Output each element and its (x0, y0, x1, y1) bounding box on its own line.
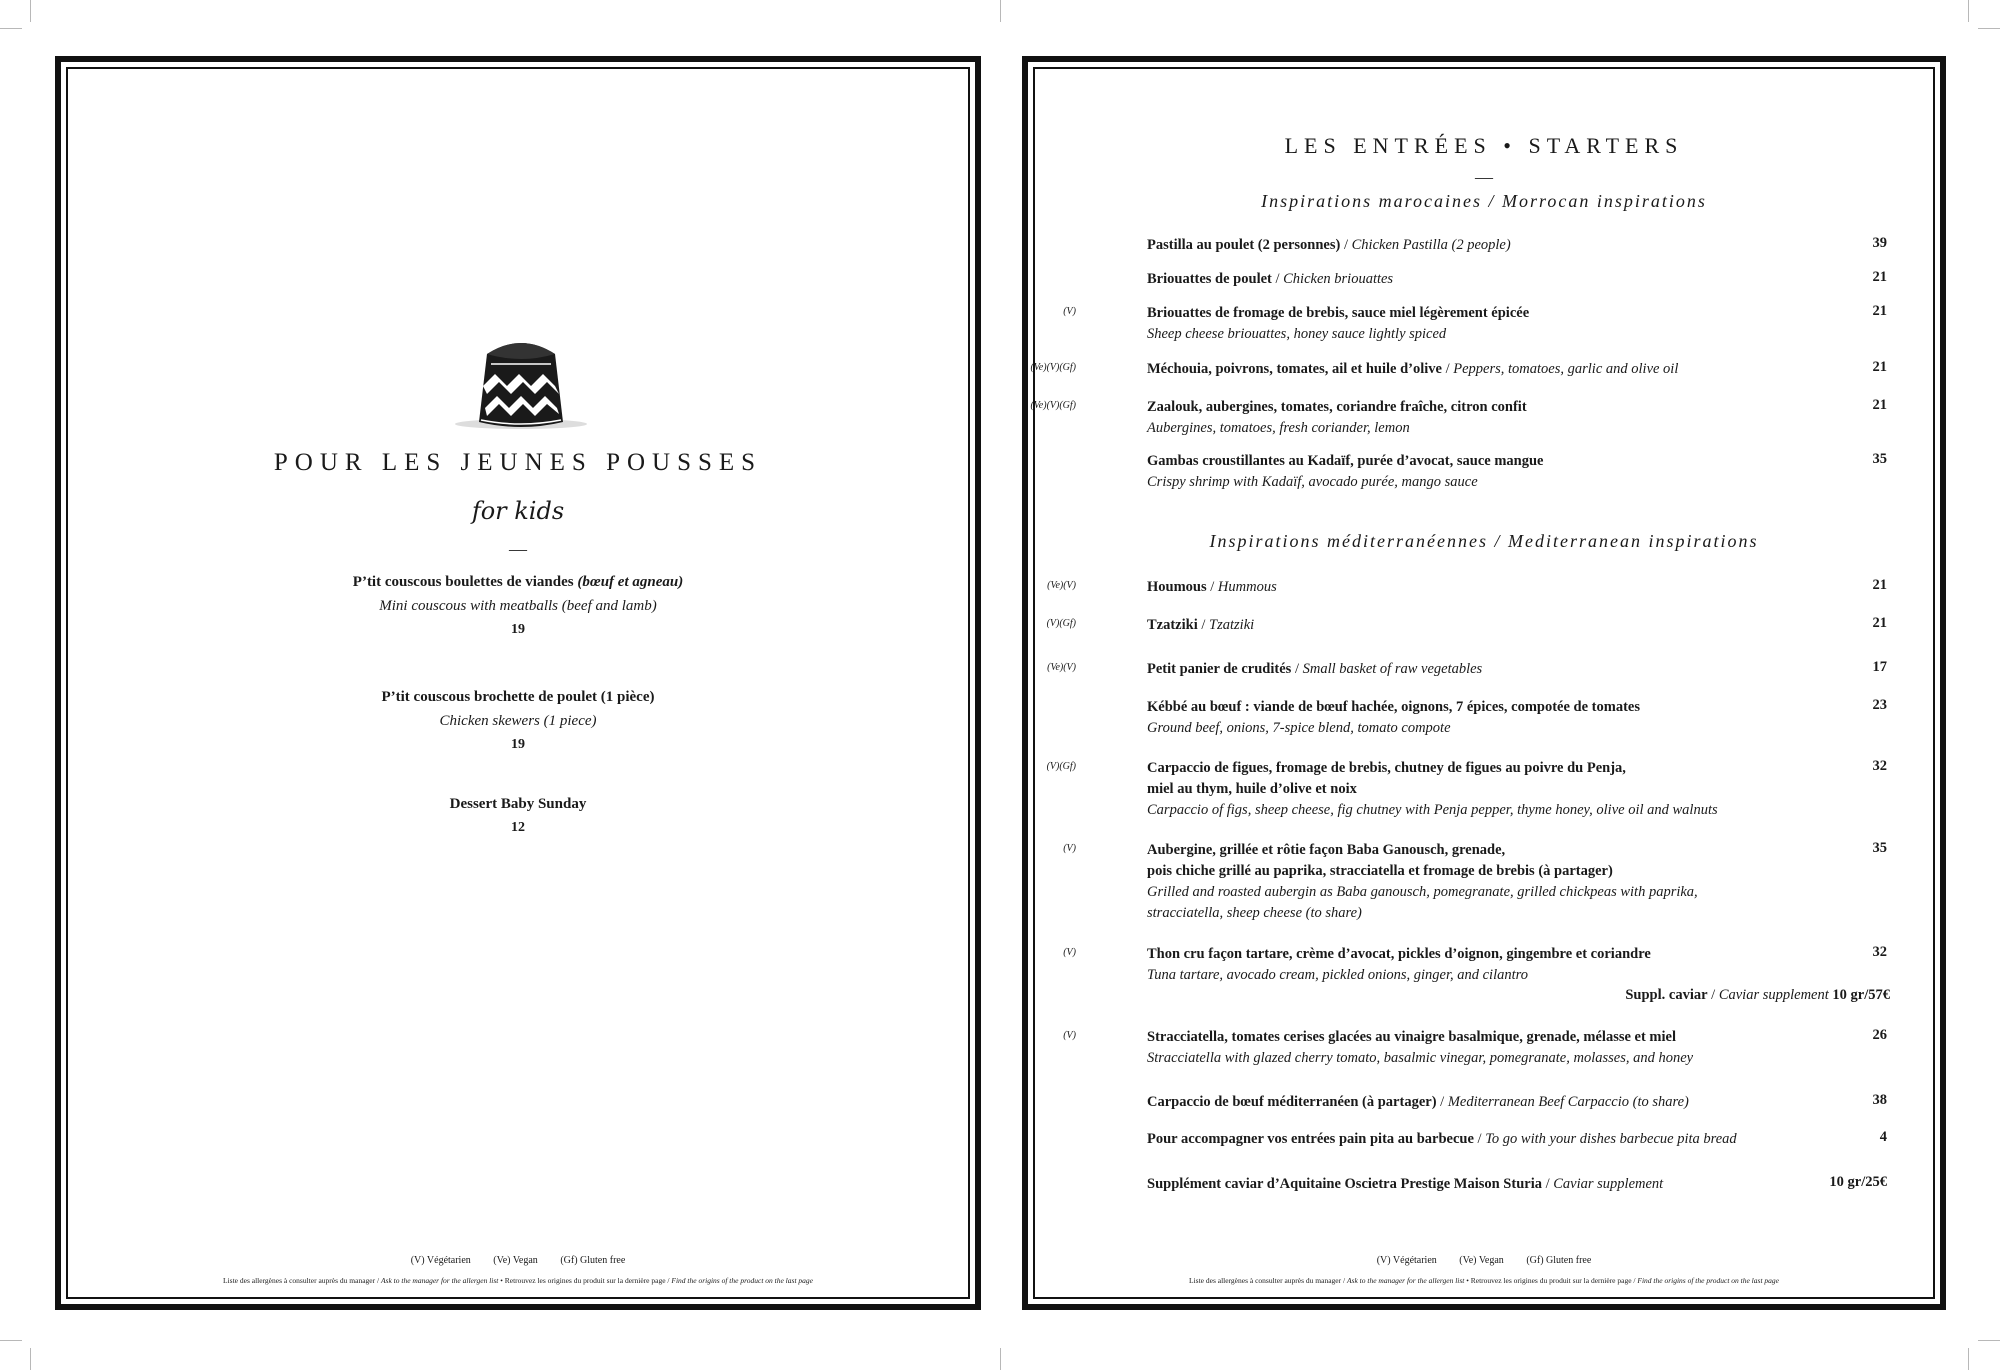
item-price: 21 (1872, 577, 1887, 593)
item-name-fr-note: (bœuf et agneau) (577, 574, 684, 590)
item-description-en: Grilled and roasted aubergin as Baba ganousch, pomegranate, grilled chickpeas with paprika, (1147, 884, 1698, 900)
item-name-fr: Dessert Baby Sunday (449, 796, 587, 812)
dietary-tag: (V)(Gf) (1046, 761, 1076, 772)
item-name-fr: Petit panier de crudités (1147, 661, 1292, 677)
item-description-en: Aubergines, tomatoes, fresh coriander, lemon (1147, 420, 1410, 436)
kids-menu-item (68, 689, 968, 753)
item-description-en: Crispy shrimp with Kadaïf, avocado purée, mango sauce (1147, 474, 1478, 490)
item-description-en: Sheep cheese briouattes, honey sauce lightly spiced (1147, 326, 1447, 342)
page-inner-frame (66, 67, 970, 1299)
footer-allergen-fr: Liste des allergènes à consulter auprès du manager (1189, 1276, 1342, 1285)
legend-vegan: (Ve) Vegan (1459, 1255, 1504, 1266)
crop-mark (1968, 1348, 1969, 1370)
crop-mark (0, 28, 22, 29)
item-name-fr-cont: miel au thym, huile d’olive et noix (1147, 781, 1357, 797)
crop-mark (1978, 28, 2000, 29)
crop-mark (1978, 1340, 2000, 1341)
footer-origins-en: Find the origins of the product on the last page (671, 1276, 813, 1285)
item-name-en: Hummous (1217, 579, 1277, 595)
allergen-footer: Liste des allergènes à consulter auprès du manager / Ask to the manager for the allergen list • Retrouvez les origines du produit sur la dernière page / Find the origins of the product on the last page (223, 1276, 813, 1285)
dietary-tag: (Ve)(V) (1047, 662, 1076, 673)
legend-vegetarian: (V) Végétarien (1376, 1255, 1437, 1266)
dietary-tag: (V) (1063, 1030, 1076, 1041)
item-name-en: Chicken skewers (1 piece) (439, 713, 597, 729)
legend-vegan: (Ve) Vegan (493, 1255, 538, 1266)
item-name-fr: Briouattes de poulet (1147, 271, 1272, 287)
footer-allergen-en: Ask to the manager for the allergen list (1346, 1276, 1465, 1285)
footer-allergen-en: Ask to the manager for the allergen list (380, 1276, 499, 1285)
item-price: 19 (511, 737, 525, 752)
item-name-fr: Gambas croustillantes au Kadaïf, purée d’avocat, sauce mangue (1147, 453, 1544, 469)
crop-mark (1000, 0, 1001, 22)
legend-gluten-free: (Gf) Gluten free (560, 1255, 626, 1266)
dietary-tag: (V) (1063, 947, 1076, 958)
mediterranean-section-title: Inspirations méditerranéennes / Mediterranean inspirations (1209, 531, 1759, 551)
suppl-en: Caviar supplement (1718, 987, 1829, 1003)
item-price: 21 (1872, 269, 1887, 285)
suppl-fr: Suppl. caviar (1625, 987, 1708, 1003)
item-name-fr: Carpaccio de figues, fromage de brebis, chutney de figues au poivre du Penja, (1147, 760, 1626, 776)
item-price: 21 (1872, 615, 1887, 631)
footer-separator: • (500, 1276, 503, 1285)
kids-menu-item (68, 574, 968, 638)
item-name-fr: Briouattes de fromage de brebis, sauce miel légèrement épicée (1147, 305, 1530, 321)
legend-vegetarian: (V) Végétarien (410, 1255, 471, 1266)
item-description-en: Carpaccio of figs, sheep cheese, fig chutney with Penja pepper, thyme honey, olive oil and walnuts (1147, 802, 1718, 818)
item-name-fr: Houmous (1147, 579, 1207, 595)
item-price: 35 (1872, 840, 1887, 856)
item-name-fr: Zaalouk, aubergines, tomates, coriandre fraîche, citron confit (1147, 399, 1527, 415)
item-name-en: Tzatziki (1209, 617, 1255, 633)
item-name-en: Chicken Pastilla (2 people) (1351, 237, 1511, 253)
item-name-en: Caviar supplement (1553, 1176, 1664, 1192)
moroccan-section-title: Inspirations marocaines / Morrocan inspirations (1261, 191, 1707, 211)
allergen-footer: Liste des allergènes à consulter auprès du manager / Ask to the manager for the allergen list • Retrouvez les origines du produit sur la dernière page / Find the origins of the product on the last page (1189, 1276, 1779, 1285)
crop-mark (1000, 1348, 1001, 1370)
item-price: 35 (1872, 451, 1887, 467)
crop-mark (30, 0, 31, 22)
dietary-tag: (V)(Gf) (1046, 618, 1076, 629)
crop-mark (30, 1348, 31, 1370)
item-price: 21 (1872, 397, 1887, 413)
item-price: 17 (1872, 659, 1887, 675)
item-name-fr: P’tit couscous boulettes de viandes (352, 574, 574, 590)
legend-gluten-free: (Gf) Gluten free (1526, 1255, 1592, 1266)
item-name-fr: Aubergine, grillée et rôtie façon Baba Ganousch, grenade, (1147, 842, 1506, 858)
item-name-fr: Pour accompagner vos entrées pain pita au barbecue (1147, 1131, 1474, 1147)
dietary-tag: (V) (1063, 843, 1076, 854)
section-divider: — (509, 539, 527, 559)
kids-menu-subtitle: for kids (471, 497, 565, 525)
footer-allergen-fr: Liste des allergènes à consulter auprès du manager (223, 1276, 376, 1285)
page-inner-frame: LES ENTRÉES • STARTERS — Inspirations marocaines / Morrocan inspirations Pastilla au poulet (2 personnes) / Chicken Pastilla (2 people) 39 Briouattes de poulet / Chicken briouattes 21 (V) Briouattes de fromage de brebis, sauce miel légèrement épicée Sheep cheese briouattes, honey sauce lightly spiced 21 (Ve)(V)(Gf) Méchouia, poivrons, tomates, ail et huile d’olive / Peppers, tomatoes, garlic and olive oil 21 (Ve)(V)(Gf) Zaalouk, aubergines, tomates, coriandre fraîche, citron confit Aubergines, tomatoes, fresh coriander, lemon 21 Gambas croustillantes au Kadaïf, purée d’avocat, sauce mangue Crispy shrimp with Kadaïf, avocado purée, mango sauce 35 Inspirations méditerranéennes / Mediterranean inspirations (Ve)(V) Houmous / Hummous 21 (V)(Gf) Tzatziki / Tzatziki 21 (Ve)(V) Petit panier de crudités / Small basket of raw vegetables 17 Kébbé au bœuf : viande de bœuf hachée, oignons, 7 épices, compotée de tomates Ground beef, onions, 7-spice blend, tomato compote 23 (V)(Gf) Carpaccio de figues, fromage de brebis, chutney de figues au poivre du Penja, miel au thym, huile d’olive et noix Carpaccio of figs, sheep cheese, fig chutney with Penja pepper, thyme honey, olive oil and walnuts 32 (V) Aubergine, grillée et rôtie façon Baba Ganousch, grenade, pois chiche grillé au paprika, stracciatella et fromage de brebis (à partager) Grilled and roasted aubergin as Baba ganousch, pomegranate, grilled chickpeas with paprika, stracciatella, sheep cheese (to share) 35 (V) Thon cru façon tartare, crème d’avocat, pickles d’oignon, gingembre et coriandre Tuna tartare, avocado cream, pickled onions, ginger, and cilantro 32 Suppl. caviar / Caviar supplement 10 gr/57€ (V) Stracciatella, tomates cerises glacées au vinaigre basalmique, grenade, mélasse et miel Stracciatella with glazed cherry tomato, basalmic vinegar, pomegranate, molasses, and honey 26 Carpaccio de bœuf méditerranéen (à partager) / Mediterranean Beef Carpaccio (to share) 38 Pour accompagner vos entrées pain pita au barbecue / To go with your dishes barbecue pita bread 4 Supplément caviar d’Aquitaine Oscietra Prestige Maison Sturia / Caviar supplement 10 gr/25€ (V) Végétarien (Ve) Vegan (Gf) Gluten free Liste des allergènes à consulter auprès du manager / Ask to the manager for the allergen list • Retrouvez les origines du produit sur la dernière page / Find the origins of the product on the last page (1033, 67, 1935, 1299)
item-name-en: Chicken briouattes (1283, 271, 1394, 287)
crop-mark (1968, 0, 1969, 22)
item-name-en: Mini couscous with meatballs (beef and lamb) (379, 598, 657, 614)
footer-origins-fr: Retrouvez les origines du produit sur la dernière page (1470, 1276, 1632, 1285)
kids-menu-title: POUR LES JEUNES POUSSES (273, 449, 763, 476)
item-name-en: Small basket of raw vegetables (1302, 661, 1483, 677)
dietary-tag: (Ve)(V) (1047, 580, 1076, 591)
item-name-fr: Tzatziki (1147, 617, 1198, 633)
dietary-tag: (Ve)(V)(Gf) (1030, 400, 1076, 411)
crop-mark (0, 1340, 22, 1341)
dietary-tag: (V) (1063, 306, 1076, 317)
item-price: 12 (511, 820, 525, 835)
starters-title: LES ENTRÉES • STARTERS (1284, 133, 1684, 158)
item-name-fr: Supplément caviar d’Aquitaine Oscietra Prestige Maison Sturia (1147, 1176, 1542, 1192)
section-divider: — (1475, 167, 1493, 187)
item-name-fr-cont: pois chiche grillé au paprika, stracciatella et fromage de brebis (à partager) (1147, 863, 1613, 879)
item-price: 39 (1872, 235, 1887, 251)
kids-menu-page (55, 56, 981, 1310)
item-price: 21 (1872, 359, 1887, 375)
item-price: 32 (1872, 944, 1887, 960)
item-price: 23 (1872, 697, 1887, 713)
fez-hat-icon (451, 324, 591, 434)
item-price: 10 gr/25€ (1829, 1174, 1887, 1190)
item-description-en: Tuna tartare, avocado cream, pickled onions, ginger, and cilantro (1147, 967, 1528, 983)
item-name-en: To go with your dishes barbecue pita bread (1485, 1131, 1737, 1147)
item-description-en-cont: stracciatella, sheep cheese (to share) (1147, 905, 1362, 921)
suppl-price: 10 gr/57€ (1832, 987, 1890, 1003)
footer-origins-en: Find the origins of the product on the last page (1637, 1276, 1779, 1285)
item-price: 26 (1872, 1027, 1887, 1043)
item-name-fr: Thon cru façon tartare, crème d’avocat, pickles d’oignon, gingembre et coriandre (1147, 946, 1651, 962)
item-price: 4 (1879, 1129, 1887, 1145)
dietary-legend (68, 1255, 968, 1266)
dietary-legend (1035, 1255, 1933, 1266)
dietary-tag: (Ve)(V)(Gf) (1030, 362, 1076, 373)
item-name-en: Mediterranean Beef Carpaccio (to share) (1447, 1094, 1689, 1110)
item-name-fr: Carpaccio de bœuf méditerranéen (à partager) (1147, 1094, 1437, 1110)
item-name-fr: Stracciatella, tomates cerises glacées au vinaigre basalmique, grenade, mélasse et miel (1147, 1029, 1677, 1045)
item-price: 19 (511, 622, 525, 637)
item-description-en: Ground beef, onions, 7-spice blend, tomato compote (1147, 720, 1451, 736)
item-price: 38 (1872, 1092, 1887, 1108)
item-price: 32 (1872, 758, 1887, 774)
item-name-fr: Pastilla au poulet (2 personnes) (1147, 237, 1341, 253)
item-name-fr: P’tit couscous brochette de poulet (1 pièce) (381, 689, 655, 705)
caviar-supplement-line: Suppl. caviar / Caviar supplement 10 gr/57€ (1625, 987, 1890, 1003)
item-name-fr: Méchouia, poivrons, tomates, ail et huile d’olive (1147, 361, 1442, 377)
item-price: 21 (1872, 303, 1887, 319)
footer-origins-fr: Retrouvez les origines du produit sur la dernière page (504, 1276, 666, 1285)
kids-menu-item (68, 796, 968, 836)
footer-separator: • (1466, 1276, 1469, 1285)
item-name-en: Peppers, tomatoes, garlic and olive oil (1453, 361, 1679, 377)
item-description-en: Stracciatella with glazed cherry tomato, basalmic vinegar, pomegranate, molasses, and honey (1147, 1050, 1694, 1066)
starters-menu-page (1022, 56, 1946, 1310)
item-name-fr: Kébbé au bœuf : viande de bœuf hachée, oignons, 7 épices, compotée de tomates (1147, 699, 1640, 715)
